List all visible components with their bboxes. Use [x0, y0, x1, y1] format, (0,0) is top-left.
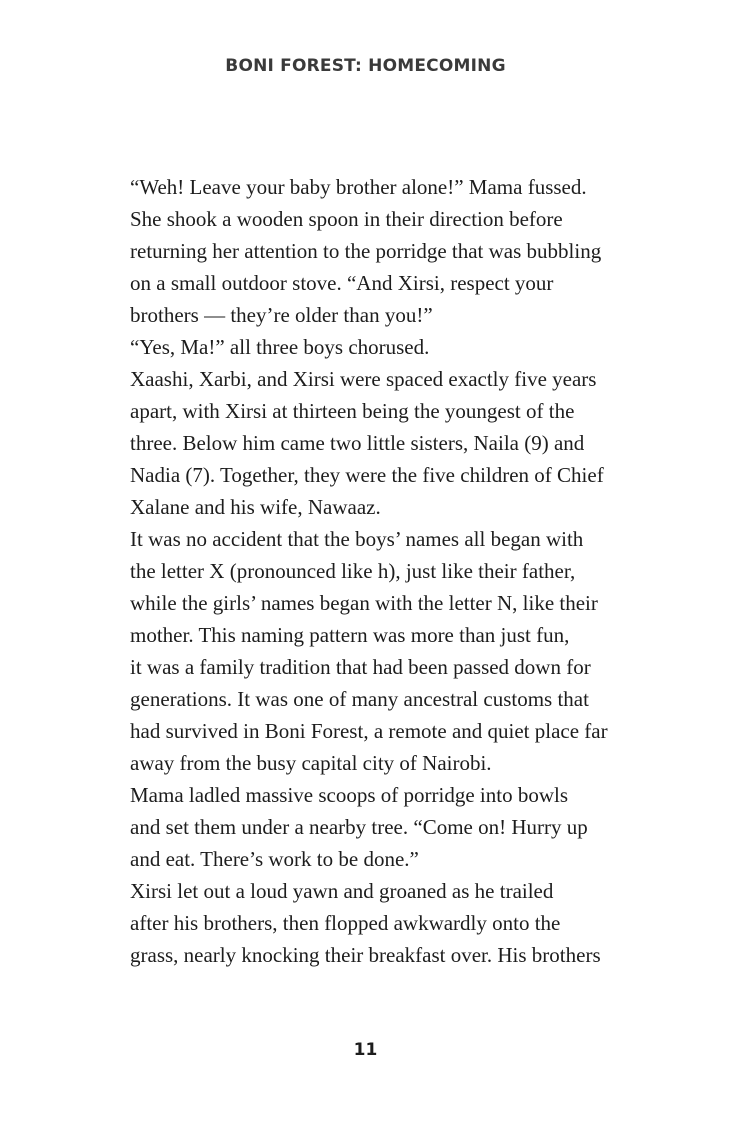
paragraph [102, 363, 662, 523]
text-line: Xirsi let out a loud yawn and groaned as he trailed [130, 879, 554, 903]
text-line: Xalane and his wife, Nawaaz. [130, 495, 381, 519]
text-line: on a small outdoor stove. “And Xirsi, respect your [130, 271, 554, 295]
text-line: and eat. There’s work to be done.” [130, 847, 419, 871]
text-line: Mama ladled massive scoops of porridge into bowls [130, 783, 569, 807]
paragraph [102, 779, 662, 875]
page-number: 11 [353, 1040, 378, 1060]
text-line: after his brothers, then flopped awkwardly onto the [130, 911, 561, 935]
text-line: “Weh! Leave your baby brother alone!” Mama fussed. [130, 175, 587, 199]
text-line: Nadia (7). Together, they were the five children of Chief [130, 463, 604, 487]
text-line: It was no accident that the boys’ names all began with [130, 527, 584, 551]
text-line: She shook a wooden spoon in their direction before [130, 207, 563, 231]
text-line: mother. This naming pattern was more than just fun, [130, 623, 570, 647]
text-line: returning her attention to the porridge that was bubbling [130, 239, 602, 263]
text-line: brothers — they’re older than you!” [130, 303, 433, 327]
text-line: apart, with Xirsi at thirteen being the youngest of the [130, 399, 575, 423]
text-line: while the girls’ names began with the letter N, like their [130, 591, 598, 615]
paragraph [102, 331, 662, 363]
paragraph [102, 875, 662, 971]
body-text [102, 171, 662, 971]
text-line: it was a family tradition that had been passed down for [130, 655, 591, 679]
text-line: away from the busy capital city of Nairobi. [130, 751, 492, 775]
text-line: had survived in Boni Forest, a remote and quiet place far [130, 719, 608, 743]
text-line: the letter X (pronounced like h), just like their father, [130, 559, 576, 583]
text-line: and set them under a nearby tree. “Come on! Hurry up [130, 815, 588, 839]
text-line: Xaashi, Xarbi, and Xirsi were spaced exactly five years [130, 367, 597, 391]
paragraph [102, 171, 662, 331]
text-line: grass, nearly knocking their breakfast over. His brothers [130, 943, 601, 967]
text-line: three. Below him came two little sisters, Naila (9) and [130, 431, 585, 455]
paragraph [102, 523, 662, 779]
text-line: “Yes, Ma!” all three boys chorused. [130, 335, 430, 359]
text-line: generations. It was one of many ancestral customs that [130, 687, 589, 711]
running-header: BONI FOREST: HOMECOMING [225, 56, 506, 76]
